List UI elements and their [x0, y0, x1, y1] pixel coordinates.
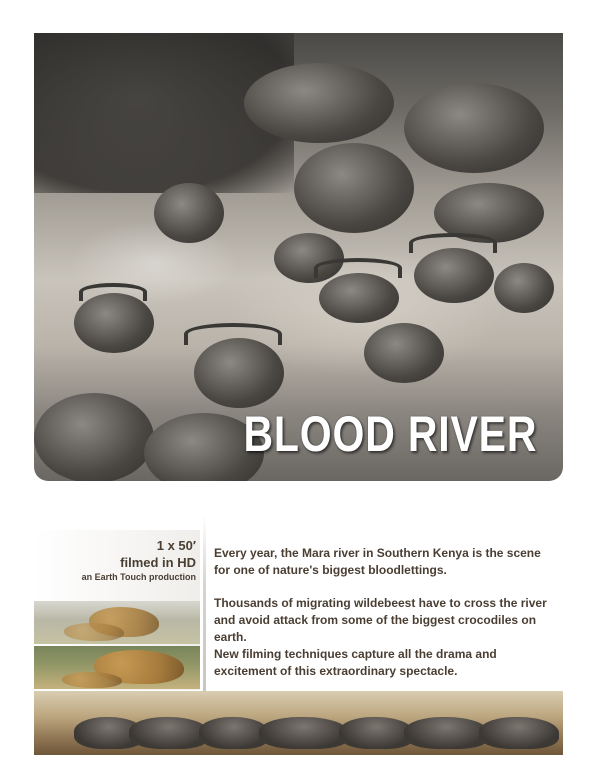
production-credit: an Earth Touch production [81, 572, 196, 582]
wildebeest-shape [494, 263, 554, 313]
wildebeest-shape [339, 717, 414, 749]
wildebeest-shape [129, 717, 209, 749]
wildebeest-shape [479, 717, 559, 749]
wildebeest-shape [244, 63, 394, 143]
cheetah-thumbnail-2 [34, 646, 200, 689]
wildebeest-shape [154, 183, 224, 243]
horn-shape [79, 283, 147, 301]
wildebeest-shape [414, 248, 494, 303]
cheetah-thumbnail-1 [34, 601, 200, 644]
description-paragraph: Every year, the Mara river in Southern Kenya is the scene for one of nature's biggest bloodlettings. [214, 546, 541, 577]
format-label: filmed in HD [120, 555, 196, 570]
wildebeest-shape [319, 273, 399, 323]
info-panel [34, 530, 200, 690]
section-divider [203, 515, 206, 691]
description-paragraph: Thousands of migrating wildebeest have to cross the river and avoid attack from some of the biggest crocodiles on earth. [214, 596, 547, 644]
wildebeest-shape [364, 323, 444, 383]
cheetah-shape [64, 623, 124, 641]
herd-banner-image [34, 691, 563, 755]
wildebeest-shape [404, 83, 544, 173]
wildebeest-shape [194, 338, 284, 408]
description-paragraph: New filming techniques capture all the drama and excitement of this extraordinary spectacle. [214, 647, 497, 678]
wildebeest-shape [34, 393, 154, 481]
hero-image [34, 33, 563, 481]
page-title: BLOOD RIVER [243, 406, 537, 462]
description [214, 545, 559, 680]
wildebeest-shape [74, 293, 154, 353]
wildebeest-shape [294, 143, 414, 233]
production-info [82, 538, 196, 583]
horn-shape [184, 323, 282, 345]
wildebeest-shape [404, 717, 489, 749]
wildebeest-shape [259, 717, 349, 749]
horn-shape [314, 258, 402, 278]
episode-count: 1 x 50′ [156, 538, 196, 553]
horn-shape [409, 233, 497, 253]
cheetah-shape [62, 672, 122, 688]
